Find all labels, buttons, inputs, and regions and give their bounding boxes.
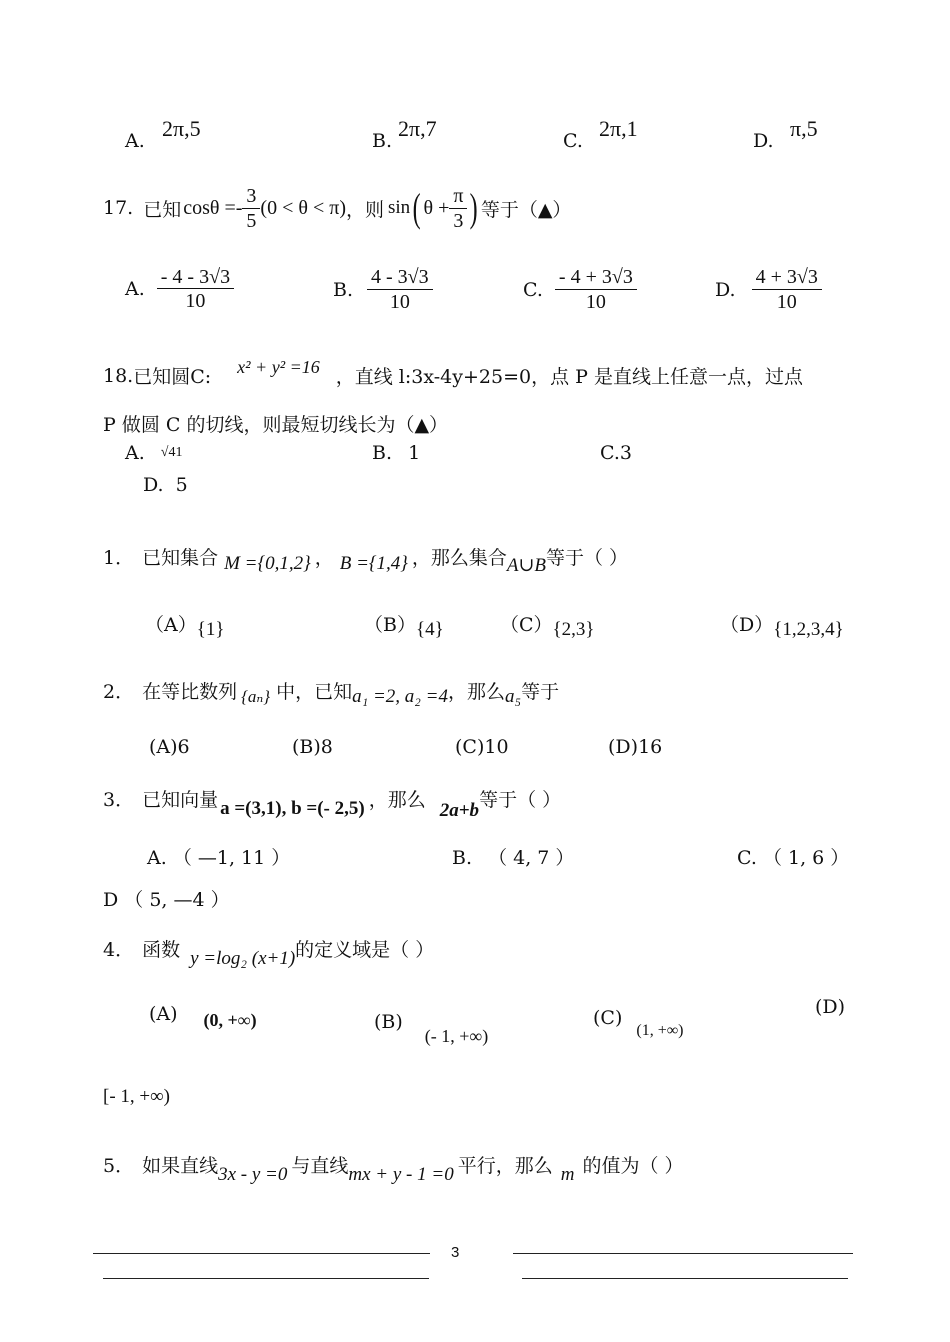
- fraction-denominator: 10: [185, 290, 206, 312]
- q5-stem: [103, 1142, 684, 1186]
- question-text: ，那么: [368, 788, 426, 811]
- q3-option-c: [737, 843, 849, 870]
- question-text: ，直线 l:3x-4y+25=0，点 P 是直线上任意一点，过点: [335, 366, 803, 388]
- q4-stem: [103, 926, 434, 970]
- question-suffix: 等于: [521, 680, 560, 703]
- then-word: ，则: [345, 198, 384, 221]
- q4-option-d: [815, 996, 845, 1018]
- q17-stem: [103, 180, 571, 236]
- q16-option-c: C.: [563, 130, 583, 152]
- q17-option-d: [715, 266, 822, 313]
- option-label: D.: [143, 474, 164, 496]
- option-label: (B): [374, 1010, 403, 1033]
- option-fraction: [752, 266, 822, 313]
- fraction-numerator: - 4 - 3√3: [157, 266, 234, 289]
- question-suffix: 的值为（ ）: [582, 1154, 684, 1177]
- log-function: y =log₂ (x+1): [190, 948, 296, 969]
- option-label: C.: [523, 278, 543, 301]
- option-fraction: [367, 266, 433, 313]
- option-value: (0, +∞): [203, 1010, 257, 1030]
- fraction-denominator: 10: [389, 291, 410, 313]
- fraction-numerator: - 4 + 3√3: [555, 266, 637, 290]
- q1-option-a: [145, 605, 224, 641]
- option-label: (D): [815, 996, 846, 1018]
- question-number: 5．: [103, 1154, 135, 1177]
- footer-rule-right-bottom: [522, 1278, 848, 1279]
- question-prefix: 已知: [143, 198, 182, 221]
- q17-option-c: [523, 266, 637, 313]
- question-number: 3．: [103, 788, 135, 811]
- fraction-numerator: π: [449, 185, 467, 209]
- option-value: （ 1, 6 ）: [762, 847, 850, 869]
- question-prefix: 已知向量: [142, 788, 219, 811]
- q17-option-b: [333, 266, 433, 313]
- option-label: A.: [147, 847, 167, 869]
- set-b: B ={1,4}: [339, 552, 408, 574]
- option-label: (B): [292, 736, 321, 758]
- question-prefix: 已知圆C:: [133, 366, 212, 388]
- vector-values: a =(3,1), b =(- 2,5): [220, 798, 365, 819]
- option-label: B.: [372, 442, 393, 464]
- option-value: 5: [175, 474, 188, 496]
- q16-option-c-value: 2π,1: [599, 116, 638, 141]
- fraction-numerator: 4 + 3√3: [752, 266, 822, 290]
- q18-stem-line2: P 做圆 C 的切线，则最短切线长为（▲）: [103, 414, 449, 436]
- option-value: {2,3}: [552, 619, 595, 640]
- q3-option-a: [147, 843, 290, 870]
- sin-inner: θ +: [423, 196, 450, 219]
- fraction-denominator: 3: [453, 209, 464, 232]
- option-label: A.: [125, 278, 145, 300]
- option-label: B.: [333, 278, 354, 301]
- right-paren: ): [470, 185, 479, 230]
- q1-option-b: [364, 605, 444, 641]
- question-text: 与直线: [291, 1154, 349, 1177]
- option-value: (1, +∞): [636, 1022, 684, 1039]
- option-value: 6: [177, 736, 190, 758]
- q18-option-b: [372, 442, 420, 464]
- q2-option-b: [292, 736, 333, 758]
- fraction-denominator: 5: [246, 209, 257, 232]
- option-label: A.: [125, 130, 145, 152]
- q1-option-d: [720, 605, 844, 641]
- sqrt-41: √41: [160, 445, 183, 460]
- q1-option-c: [500, 605, 595, 641]
- option-label: (C): [455, 736, 485, 758]
- option-value: {4}: [415, 619, 444, 640]
- left-paren: (: [412, 185, 421, 230]
- option-value: 1: [408, 442, 421, 464]
- q18-option-d: [143, 474, 188, 496]
- question-number: 1．: [103, 547, 135, 569]
- option-value: {1,2,3,4}: [773, 619, 844, 640]
- target-term: a₅: [505, 686, 522, 707]
- q17-option-a: [125, 266, 234, 312]
- q2-option-d: [608, 736, 662, 758]
- option-label: A.: [125, 442, 145, 464]
- option-fraction: [157, 266, 234, 312]
- question-prefix: 已知集合: [142, 547, 219, 569]
- option-value: 16: [638, 736, 663, 758]
- fraction-numerator: 3: [242, 185, 260, 209]
- q3-option-d: [103, 885, 230, 912]
- option-value: (- 1, +∞): [424, 1026, 489, 1046]
- q16-option-d: D.: [753, 130, 774, 152]
- q16-option-b-value: 2π,7: [398, 116, 437, 141]
- option-label: D: [103, 889, 119, 911]
- option-value: （ —1, 11 ）: [172, 847, 291, 869]
- q18-stem-line1: [103, 357, 803, 389]
- fraction-denominator: 10: [776, 291, 797, 313]
- fraction-pi-third: [449, 185, 467, 232]
- question-number: 2．: [103, 680, 135, 703]
- page-number: 3: [451, 1244, 460, 1261]
- option-value: {1}: [196, 619, 225, 640]
- question-suffix: 的定义域是（ ）: [295, 938, 435, 961]
- option-label: （D）: [720, 613, 774, 636]
- q16-option-b: B.: [372, 130, 393, 152]
- cos-expression: cosθ =-: [183, 196, 243, 219]
- q1-stem: [103, 536, 628, 577]
- option-label: (C): [593, 1007, 623, 1029]
- line-equation-b: mx + y - 1 =0: [348, 1164, 454, 1185]
- option-label: C.: [737, 847, 757, 869]
- question-suffix: 等于（ ）: [479, 788, 562, 811]
- variable-m: m: [560, 1164, 575, 1185]
- option-value: （ 5, —4 ）: [124, 889, 230, 911]
- option-value: 10: [484, 736, 509, 758]
- q16-option-d-value: π,5: [790, 116, 818, 141]
- footer-rule-right-top: [513, 1253, 853, 1254]
- question-number: 17.: [103, 197, 134, 219]
- question-text: 中，已知: [276, 680, 353, 703]
- option-value: （ 4, 7 ）: [488, 847, 575, 869]
- question-number: 4．: [103, 938, 135, 961]
- theta-condition: (0 < θ < π): [260, 196, 346, 219]
- q18-option-c: [600, 442, 632, 464]
- option-value: 8: [320, 736, 333, 758]
- option-label: （B）: [364, 613, 416, 636]
- question-suffix: 等于（ ）: [546, 547, 629, 569]
- option-label: C.: [600, 442, 620, 464]
- line-equation-a: 3x - y =0: [218, 1164, 288, 1185]
- question-number: 18.: [103, 364, 134, 387]
- q4-option-a: [149, 996, 257, 1031]
- q2-option-a: [149, 736, 190, 758]
- option-label: B.: [452, 847, 473, 869]
- footer-rule-left-top: [93, 1253, 430, 1254]
- q2-option-c: [455, 736, 509, 758]
- fraction-numerator: 4 - 3√3: [367, 266, 433, 290]
- union-expression: A∪B: [506, 555, 547, 576]
- q4-option-b: [374, 996, 488, 1047]
- option-label: D.: [715, 278, 736, 301]
- q16-option-a: [125, 130, 145, 152]
- question-prefix: 函数: [142, 938, 181, 961]
- sequence: {aₙ}: [241, 687, 271, 706]
- option-label: （C）: [500, 613, 553, 636]
- fraction-three-fifths: [242, 185, 260, 232]
- sin-expression: sin: [388, 197, 411, 218]
- given-terms: a₁ =2, a₂ =4: [352, 686, 448, 707]
- question-text-2: 平行，那么: [457, 1154, 553, 1177]
- set-m: M ={0,1,2}: [224, 552, 311, 574]
- question-prefix: 在等比数列: [142, 680, 238, 703]
- q3-stem: [103, 774, 561, 822]
- option-fraction: [555, 266, 637, 313]
- question-suffix: 等于（▲）: [480, 198, 572, 221]
- question-text-2: ，那么: [447, 680, 505, 703]
- question-text: ，那么集合: [411, 547, 507, 569]
- question-prefix: 如果直线: [142, 1154, 219, 1177]
- fraction-denominator: 10: [585, 291, 606, 313]
- q4-option-d-value: [- 1, +∞): [103, 1086, 170, 1107]
- separator: ，: [314, 547, 334, 569]
- option-label: (D): [608, 736, 639, 758]
- q16-option-a-value: 2π,5: [162, 116, 201, 141]
- option-label: （A）: [145, 613, 197, 636]
- q2-stem: [103, 672, 559, 708]
- vector-expression: 2a+b: [439, 800, 480, 821]
- q3-option-b: [452, 843, 574, 870]
- circle-equation: x² + y² =16: [237, 357, 320, 377]
- q4-option-c: [593, 996, 683, 1040]
- option-label: (A): [149, 1002, 178, 1025]
- footer-rule-left-bottom: [103, 1278, 429, 1279]
- q18-option-a: [125, 442, 182, 464]
- option-label: (A): [149, 736, 178, 758]
- option-value: 3: [619, 442, 632, 464]
